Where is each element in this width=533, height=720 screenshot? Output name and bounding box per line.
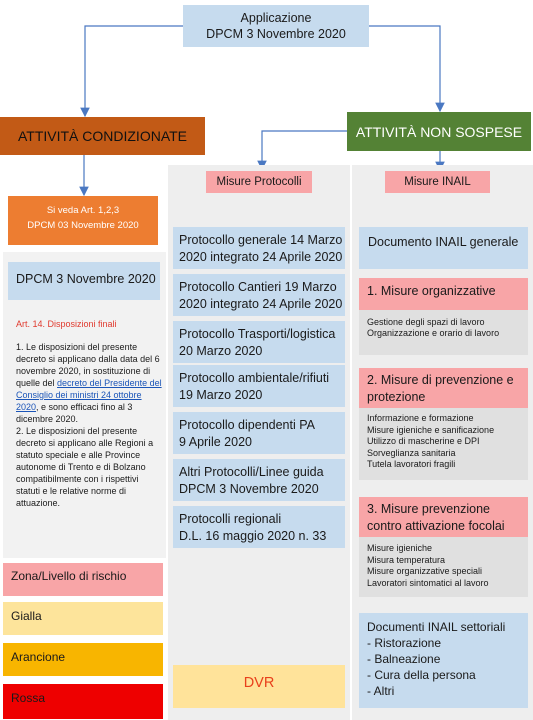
documenti-settoriali-title: Documenti INAIL settoriali — [367, 620, 506, 634]
dvr-box — [173, 665, 345, 708]
arrow-to-misure-protocolli — [262, 131, 347, 169]
misure-organizzative-title — [359, 278, 528, 310]
misure-focolai-title — [359, 497, 528, 537]
attivita-condizionate-header — [0, 117, 205, 155]
documenti-settoriali-box — [359, 613, 528, 708]
article-p1-end: , e sono efficaci fino al 3 dicembre 2020. — [16, 402, 133, 424]
dvr-label: DVR — [243, 675, 275, 691]
misure-prevenzione-items — [359, 408, 528, 480]
measure-title: 1. Misure organizzative — [367, 284, 496, 298]
measure-item: Misure igieniche e sanificazione — [367, 424, 495, 435]
protocol-line2: 9 Aprile 2020 — [179, 435, 252, 449]
protocol-line2: DPCM 3 Novembre 2020 — [179, 482, 319, 496]
measure-item: Informazione e formazione — [367, 413, 474, 423]
misure-inail-label: Misure INAIL — [404, 176, 471, 188]
zona-gialla-box — [3, 602, 163, 635]
protocol-cantieri — [173, 274, 345, 316]
protocol-line2: 19 Marzo 2020 — [179, 388, 263, 402]
protocol-line1: Protocolli regionali — [179, 512, 282, 526]
protocol-line1: Protocollo dipendenti PA — [179, 418, 315, 432]
settore-item: - Ristorazione — [367, 636, 442, 650]
applicazione-box — [183, 5, 369, 47]
dpcm-24-ottobre-link[interactable]: decreto del Presidente del Consiglio dei ministri 24 ottobre 2020 — [16, 378, 162, 412]
see-articles-line2: DPCM 03 Novembre 2020 — [27, 220, 139, 231]
zona-rischio-label: Zona/Livello di rischio — [11, 569, 127, 583]
protocol-line1: Protocollo generale 14 Marzo — [179, 233, 343, 247]
measure-title-2: contro attivazione focolai — [367, 519, 505, 533]
see-articles-box — [8, 196, 158, 245]
measure-title-2: protezione — [367, 390, 426, 404]
attivita-non-sospese-label: ATTIVITÀ NON SOSPESE — [355, 123, 523, 140]
measure-title: 3. Misure prevenzione — [367, 502, 490, 516]
measure-item: Tutela lavoratori fragili — [367, 459, 456, 469]
applicazione-title: Applicazione — [240, 11, 312, 25]
protocol-line1: Protocollo Cantieri 19 Marzo — [179, 280, 337, 294]
protocol-line2: 20 Marzo 2020 — [179, 344, 263, 358]
misure-prevenzione-title — [359, 368, 528, 408]
settore-item: - Altri — [367, 684, 395, 698]
misure-protocolli-label: Misure Protocolli — [216, 176, 302, 188]
measure-item: Sorveglianza sanitaria — [367, 447, 456, 458]
protocol-ambientale — [173, 365, 345, 407]
article-p1-start: 1. Le disposizioni del presente decreto si applicano dalla data del 6 novembre 2020, in sostituzione di quelle del — [16, 342, 160, 388]
measure-item: Gestione degli spazi di lavoro — [367, 317, 485, 327]
zona-gialla-label: Gialla — [11, 609, 42, 623]
zona-arancione-box — [3, 643, 163, 676]
measure-item: Lavoratori sintomatici al lavoro — [367, 577, 489, 588]
measure-item: Misura temperatura — [367, 554, 446, 565]
zona-rossa-box — [3, 684, 163, 719]
article-paragraph-2: 2. Le disposizioni del presente decreto si applicano alle Regioni a statuto speciale e alle Province autonome di Trento e di Bolzano compatibilmente con i rispettivi statuti e le relative norme di attuazione. — [16, 426, 154, 508]
protocol-line2: 2020 integrato 24 Aprile 2020 — [179, 250, 343, 264]
dpcm-label: DPCM 3 Novembre 2020 — [16, 272, 156, 286]
arrow-top-to-left — [85, 26, 183, 116]
protocol-dipendenti-pa — [173, 412, 345, 454]
zona-rossa-label: Rossa — [11, 691, 46, 705]
protocol-line1: Protocollo Trasporti/logistica — [179, 327, 336, 341]
measure-item: Organizzazione e orario di lavoro — [367, 328, 500, 338]
inail-generale-box — [359, 227, 528, 269]
measure-item: Misure igieniche — [367, 543, 433, 553]
measure-title: 2. Misure di prevenzione e — [367, 373, 514, 387]
dpcm-box — [8, 262, 160, 300]
attivita-condizionate-label: ATTIVITÀ CONDIZIONATE — [17, 128, 188, 144]
protocol-line1: Altri Protocolli/Linee guida — [179, 465, 324, 479]
article-text — [16, 318, 162, 509]
measure-item: Misure organizzative speciali — [367, 566, 483, 576]
attivita-non-sospese-header — [347, 112, 531, 151]
protocol-altri — [173, 459, 345, 501]
zona-arancione-label: Arancione — [11, 650, 66, 664]
see-articles-line1: Si veda Art. 1,2,3 — [46, 205, 120, 216]
applicazione-subtitle: DPCM 3 Novembre 2020 — [206, 27, 346, 41]
arrow-top-to-right — [369, 26, 440, 111]
protocol-line2: 2020 integrato 24 Aprile 2020 — [179, 297, 343, 311]
protocol-line1: Protocollo ambientale/rifiuti — [179, 371, 330, 385]
misure-organizzative-items — [359, 310, 528, 355]
inail-generale-label: Documento INAIL generale — [368, 235, 519, 249]
protocol-regionali — [173, 506, 345, 548]
settore-item: - Cura della persona — [367, 668, 476, 682]
article-paragraph-1 — [16, 341, 162, 425]
settore-item: - Balneazione — [367, 652, 441, 666]
misure-focolai-items — [359, 537, 528, 597]
measure-item: Utilizzo di mascherine e DPI — [367, 436, 480, 446]
protocol-generale — [173, 227, 345, 269]
misure-inail-box — [385, 171, 490, 193]
zona-rischio-box — [3, 563, 163, 596]
protocol-trasporti — [173, 321, 345, 363]
article-title: Art. 14. Disposizioni finali — [16, 319, 117, 329]
misure-protocolli-box — [206, 171, 312, 193]
protocol-line2: D.L. 16 maggio 2020 n. 33 — [179, 529, 327, 543]
